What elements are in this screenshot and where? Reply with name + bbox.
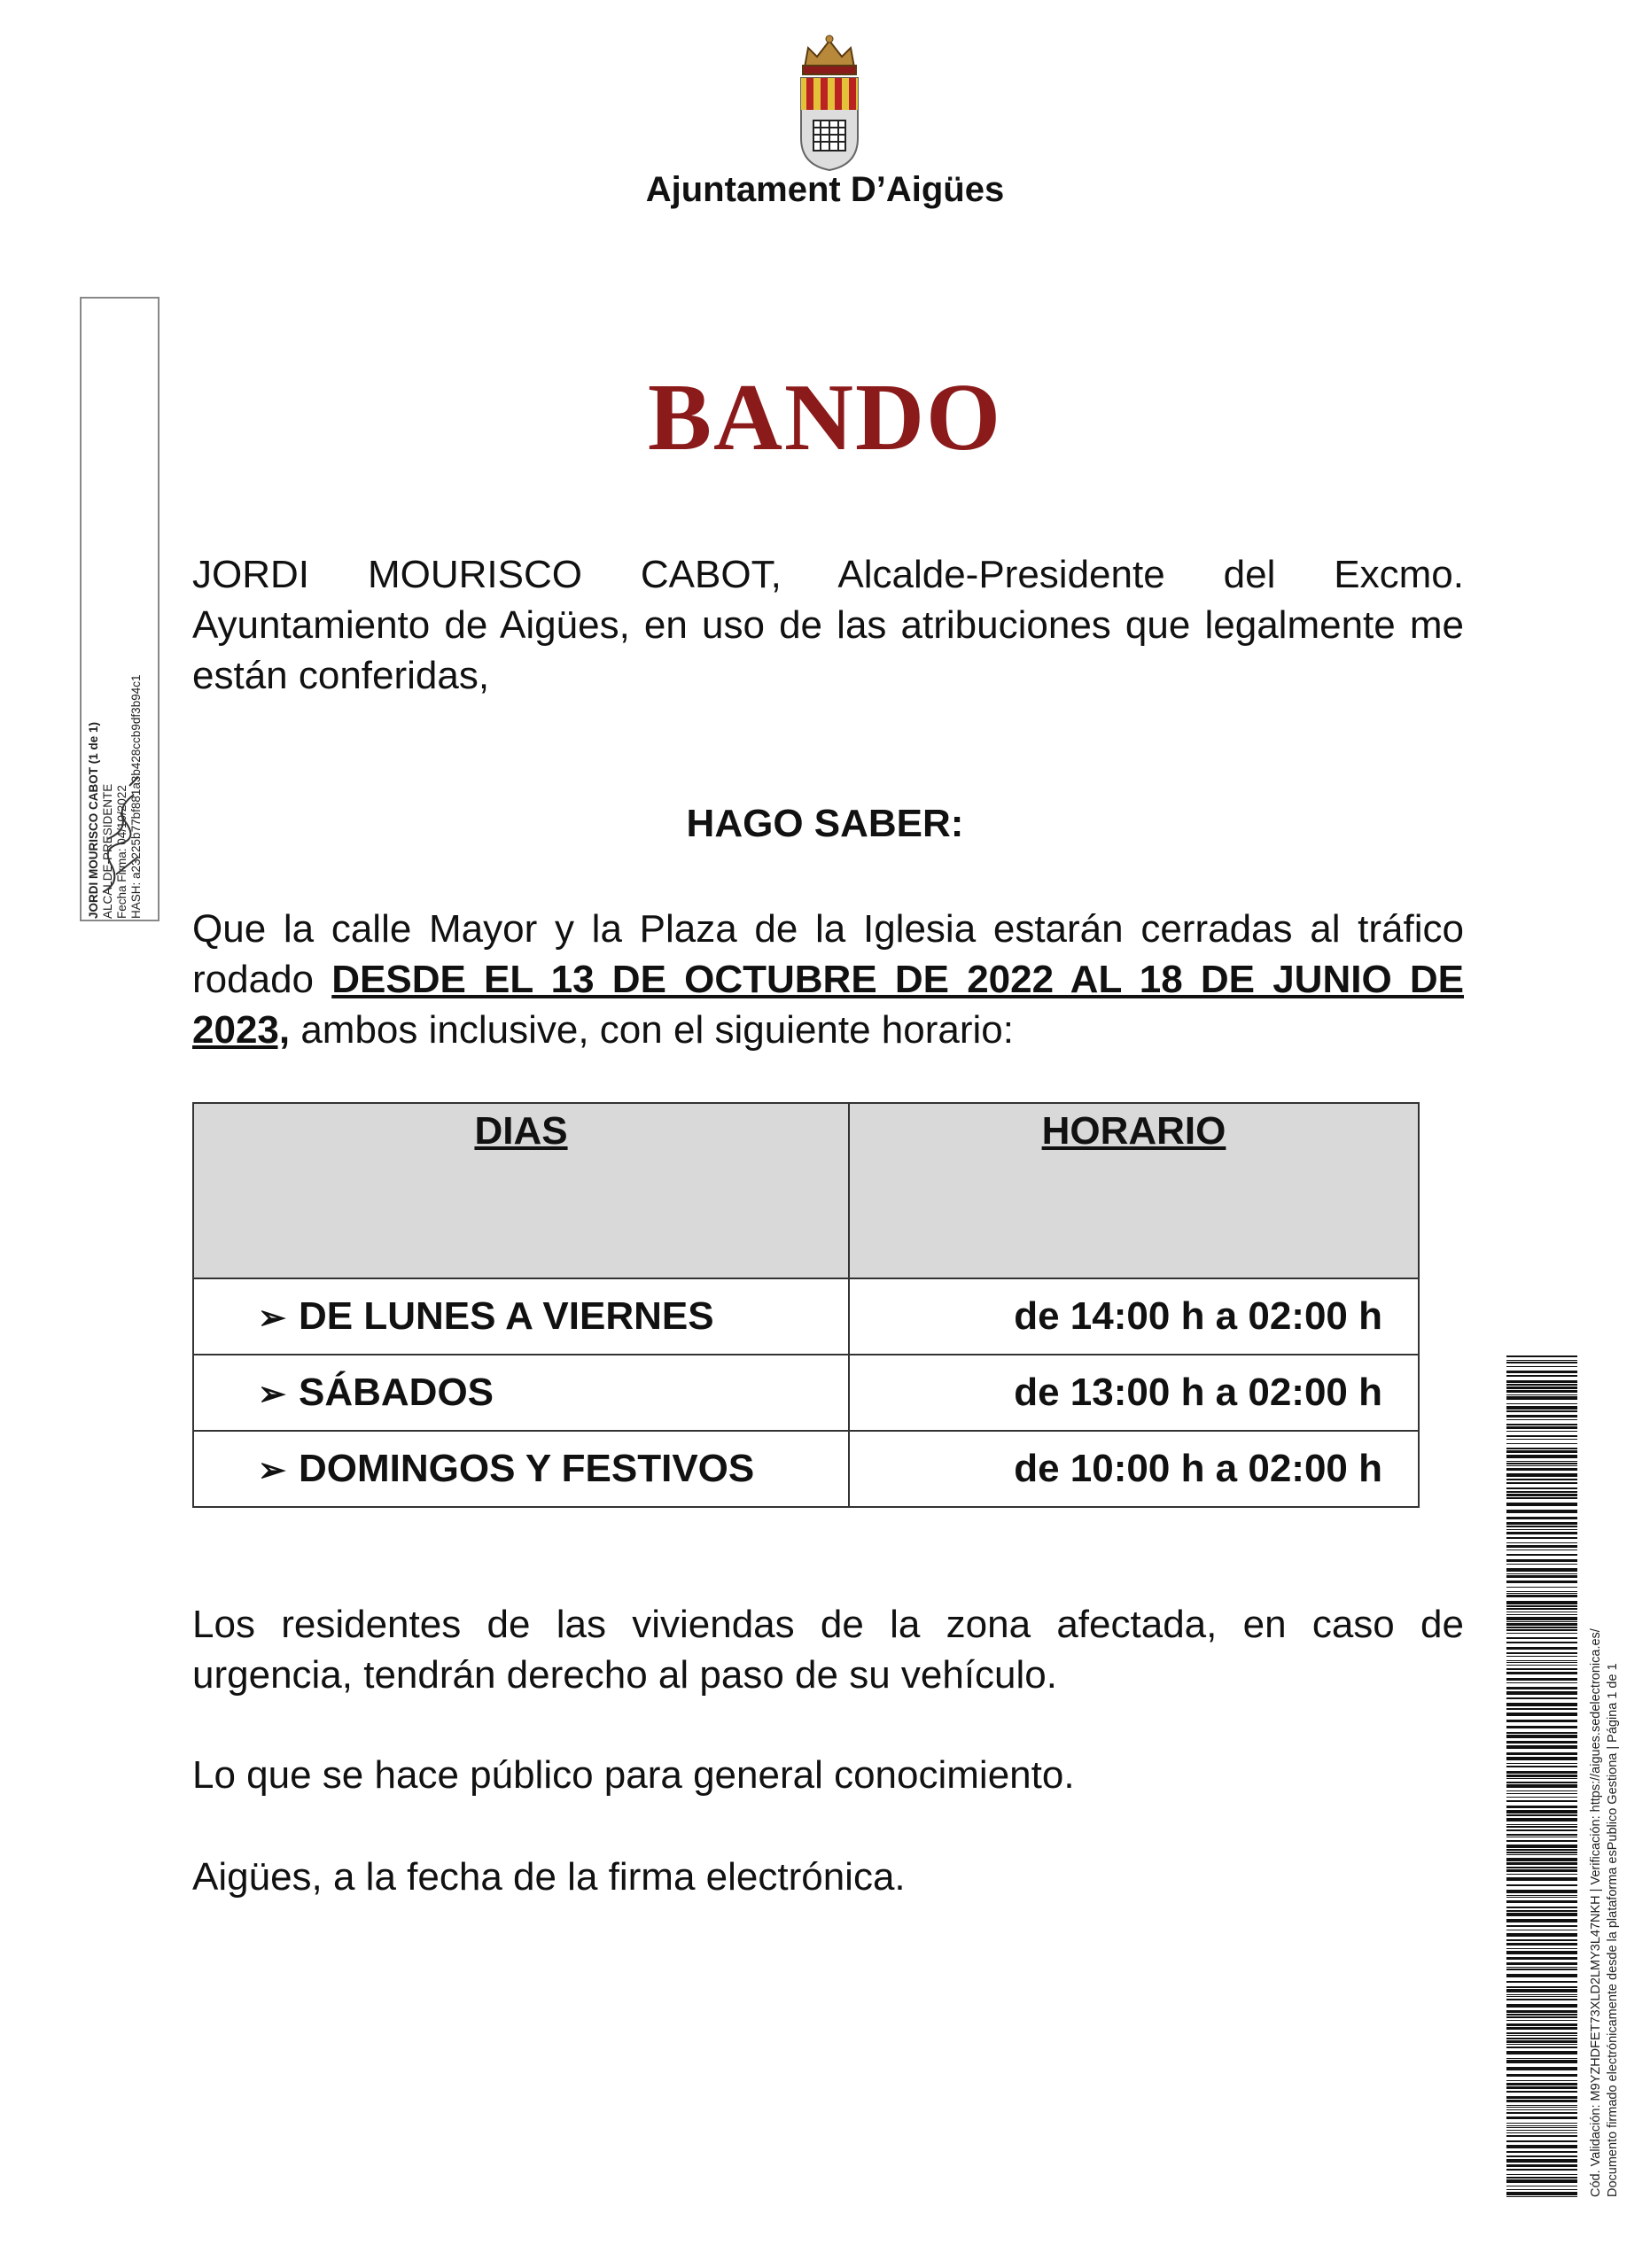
hago-saber-heading: HAGO SABER: <box>686 802 964 845</box>
notice-dates: DESDE EL 13 DE OCTUBRE DE 2022 AL 18 DE JUNIO DE 2023, <box>192 958 1465 1052</box>
residents-paragraph: Los residentes de las viviendas de la zona afectada, en caso de urgencia, tendrán derecho al paso de su vehículo. <box>192 1603 1464 1697</box>
signature-hash: HASH: a23225b77bf881a3b428ccb9df3b94c1 <box>129 674 143 919</box>
notice-paragraph <box>192 904 1464 1055</box>
arrow-bullet-icon: ➢ <box>258 1376 286 1413</box>
hours-cell: de 13:00 h a 02:00 h <box>849 1355 1419 1431</box>
days-cell: SÁBADOS <box>299 1371 494 1414</box>
date-paragraph: Aigües, a la fecha de la firma electrónica. <box>192 1855 906 1899</box>
arrow-bullet-icon: ➢ <box>258 1300 286 1337</box>
hours-cell: de 14:00 h a 02:00 h <box>849 1278 1419 1355</box>
signature-date: Fecha Firma: 04/10/2022 <box>115 785 128 919</box>
days-cell: DE LUNES A VIERNES <box>299 1294 714 1338</box>
validation-text <box>1588 1347 1641 2197</box>
notice-suffix: ambos inclusive, con el siguiente horario: <box>290 1008 1014 1052</box>
barcode-icon <box>1506 1355 1577 2197</box>
days-header: DIAS <box>193 1103 849 1278</box>
signer-role: ALCALDE-PRESIDENTE <box>101 783 114 919</box>
document-title: BANDO <box>647 365 1003 470</box>
validation-code: Cód. Validación: M9YZHDFET73XLD2LMY3L47NKH | Verificación: https://aigues.sedelectronica.es/ <box>1589 1628 1603 2197</box>
coat-of-arms-icon <box>794 32 865 174</box>
table-row <box>193 1431 1419 1507</box>
table-row <box>193 1278 1419 1355</box>
public-paragraph: Lo que se hace público para general conocimiento. <box>192 1753 1075 1797</box>
organization-name: Ajuntament D’Aigües <box>645 170 1005 209</box>
hours-header: HORARIO <box>849 1103 1419 1278</box>
days-cell: DOMINGOS Y FESTIVOS <box>299 1447 755 1490</box>
schedule-table <box>192 1102 1420 1508</box>
table-row <box>193 1355 1419 1431</box>
arrow-bullet-icon: ➢ <box>258 1452 286 1489</box>
notice-prefix: Que la calle Mayor y la Plaza de la Iglesia estarán cerradas al tráfico rodado <box>192 907 1464 1001</box>
intro-paragraph: JORDI MOURISCO CABOT, Alcalde-Presidente del Excmo. Ayuntamiento de Aigües, en uso de las atribuciones que legalmente me están conferidas, <box>192 553 1464 697</box>
signer-name: JORDI MOURISCO CABOT (1 de 1) <box>87 721 100 919</box>
validation-platform: Documento firmado electrónicamente desde la plataforma esPublico Gestiona | Página 1 de 1 <box>1606 1663 1620 2197</box>
hours-cell: de 10:00 h a 02:00 h <box>849 1431 1419 1507</box>
